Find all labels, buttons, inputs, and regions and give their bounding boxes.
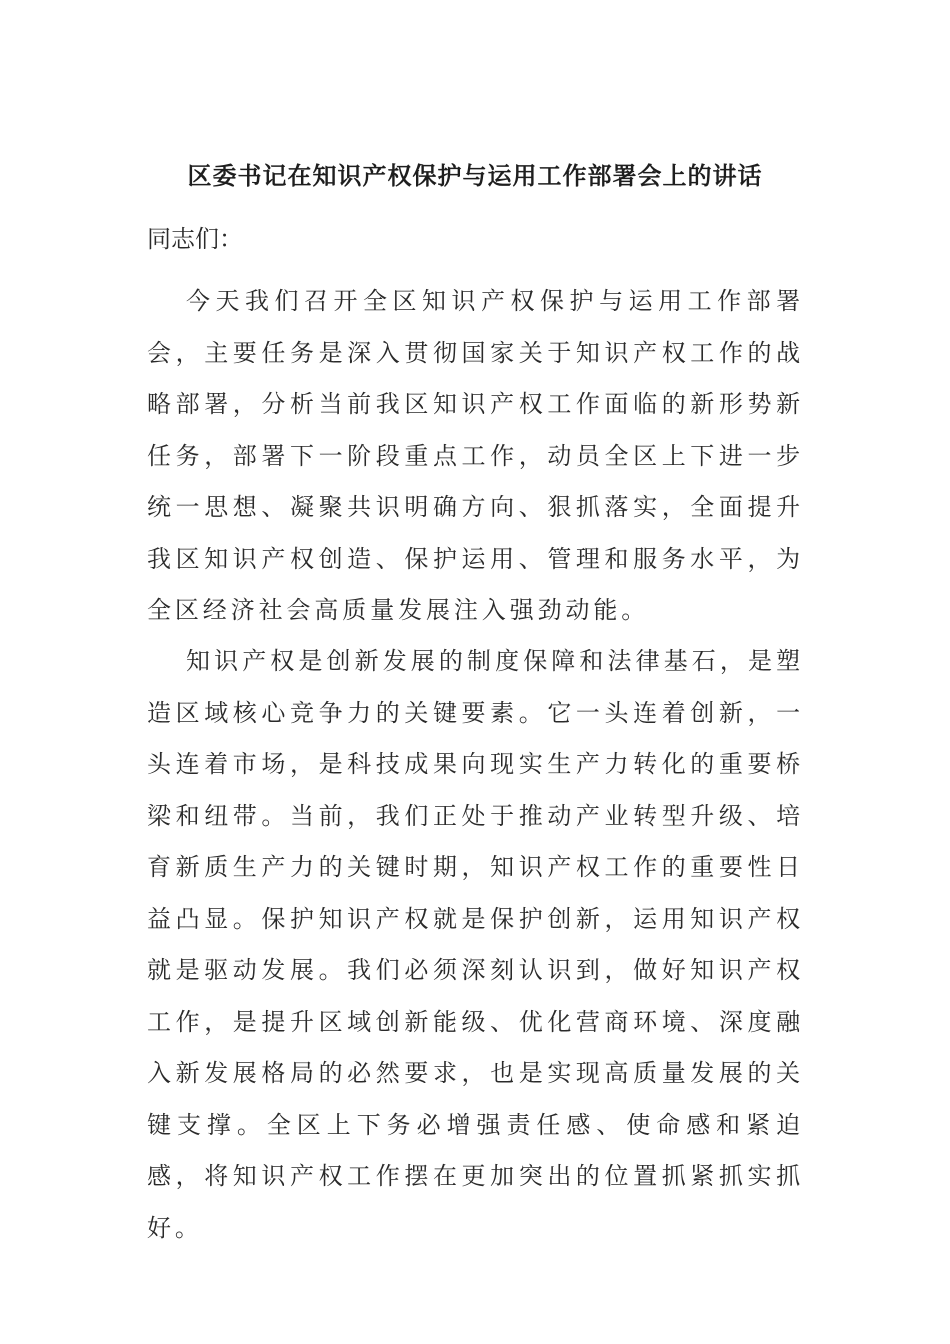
document-title: 区委书记在知识产权保护与运用工作部署会上的讲话 <box>187 162 763 190</box>
salutation: 同志们： <box>147 225 243 253</box>
paragraph-2: 知识产权是创新发展的制度保障和法律基石，是塑造区域核心竞争力的关键要素。它一头连着创新，一头连着市场，是科技成果向现实生产力转化的重要桥梁和纽带。当前，我们正处于推动产业转型升级、培育新质生产力的关键时期，知识产权工作的重要性日益凸显。保护知识产权就是保护创新，运用知识产权就是驱动发展。我们必须深刻认识到，做好知识产权工作，是提升区域创新能级、优化营商环境、深度融入新发展格局的必然要求，也是实现高质量发展的关键支撑。全区上下务必增强责任感、使命感和紧迫感，将知识产权工作摆在更加突出的位置抓紧抓实抓好。 <box>147 647 804 1242</box>
paragraph-1: 今天我们召开全区知识产权保护与运用工作部署会，主要任务是深入贯彻国家关于知识产权工作的战略部署，分析当前我区知识产权工作面临的新形势新任务，部署下一阶段重点工作，动员全区上下进一步统一思想、凝聚共识明确方向、狠抓落实，全面提升我区知识产权创造、保护运用、管理和服务水平，为全区经济社会高质量发展注入强劲动能。 <box>147 287 804 624</box>
